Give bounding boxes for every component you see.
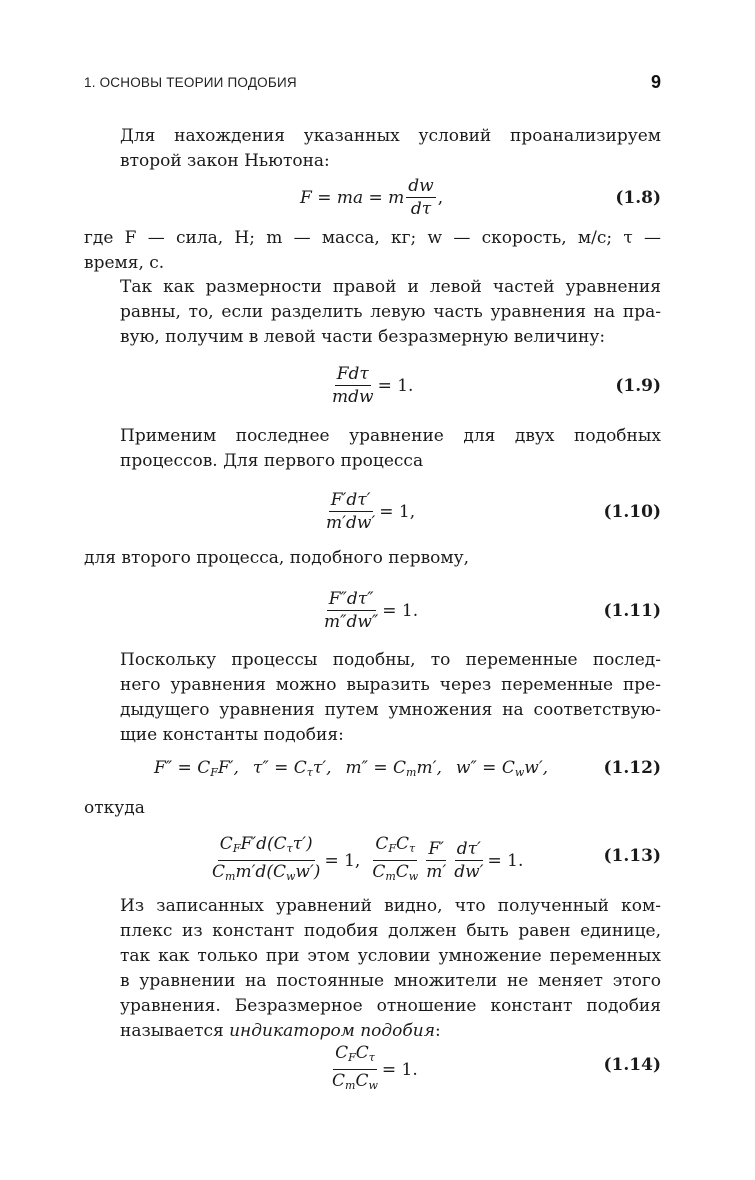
text-line: него уравнения можно выразить через переменные пре-	[120, 675, 661, 695]
eq-term: $m'' = C_mm'$,	[345, 758, 442, 779]
text-line: Поскольку процессы подобны, то переменные послед-	[120, 650, 661, 670]
numerator: $C_FC_\tau$	[333, 1043, 377, 1070]
text-line: щие константы подобия:	[120, 725, 344, 745]
equation-1-11	[84, 589, 661, 637]
text-line: так как только при этом условии умножение переменных	[120, 946, 661, 966]
fraction	[330, 1043, 380, 1096]
paragraph-whence	[84, 796, 661, 821]
eq-tail: = 1.	[382, 600, 419, 621]
paragraph-second-process	[84, 546, 661, 571]
text-line: Так как размерности правой и левой частей уравнения	[120, 277, 661, 297]
eq-term: $w'' = C_ww'$,	[455, 758, 549, 779]
page-number: 9	[650, 72, 661, 92]
denominator: $C_mC_w$	[332, 1071, 378, 1092]
numerator: F″dτ″	[328, 589, 374, 609]
denominator: $C_mC_w$	[372, 862, 419, 883]
denominator: m″dw″	[324, 612, 379, 632]
paragraph-two-processes	[84, 424, 661, 474]
paragraph-similar-processes	[84, 648, 661, 748]
equation-number: (1.11)	[603, 601, 661, 621]
equation-number: (1.13)	[603, 846, 661, 866]
eq-tail: = 1,	[379, 501, 416, 522]
eq-tail: ,	[437, 187, 444, 208]
eq-lhs: F = ma = m	[300, 187, 405, 208]
paragraph-variables	[84, 226, 661, 276]
running-header	[84, 72, 661, 94]
paragraph-newton-intro	[84, 124, 661, 174]
eq-term: $F'' = C_FF'$,	[154, 758, 239, 779]
eq-term: $\tau'' = C_\tau\tau'$,	[252, 758, 332, 779]
text-line: равны, то, если разделить левую часть уравнения на пра-	[120, 302, 661, 322]
fraction	[452, 839, 485, 882]
text-line: для второго процесса, подобного первому,	[84, 548, 470, 568]
eq-equals: = 1,	[324, 850, 361, 871]
text-line: в уравнении на постоянные множители не меняет этого	[120, 971, 661, 991]
emphasized-term: индикатором подобия	[229, 1021, 435, 1041]
equation-number: (1.12)	[603, 758, 661, 778]
text-line: где F — сила, Н; m — масса, кг; w — скорость, м/с; τ —	[84, 228, 661, 248]
text-line: откуда	[84, 798, 145, 818]
numerator: Fdτ	[336, 364, 369, 384]
fraction	[424, 839, 448, 882]
text-line	[84, 1019, 661, 1044]
text-line: Из записанных уравнений видно, что полученный ком-	[120, 896, 661, 916]
text-line: плекс из констант подобия должен быть равен единице,	[120, 921, 661, 941]
equation-1-8	[84, 176, 661, 224]
equation-number: (1.8)	[615, 188, 661, 208]
denominator: m′dw′	[326, 513, 376, 533]
text-fragment: :	[435, 1021, 441, 1041]
denominator: mdw	[332, 387, 374, 407]
fraction	[322, 589, 380, 632]
fraction	[406, 176, 435, 219]
numerator: dw	[408, 176, 434, 196]
eq-tail: = 1.	[377, 375, 414, 396]
text-line: время, с.	[84, 253, 165, 273]
text-line: Применим последнее уравнение для двух подобных	[120, 426, 661, 446]
fraction	[370, 834, 420, 887]
equation-number: (1.14)	[603, 1055, 661, 1075]
text-line: уравнения. Безразмерное отношение констант подобия	[120, 996, 661, 1016]
fraction	[330, 364, 376, 407]
denominator: m′	[426, 862, 447, 882]
equation-1-13	[84, 834, 661, 884]
denominator: $C_mm'd(C_ww')$	[212, 862, 321, 883]
equation-number: (1.9)	[615, 376, 661, 396]
chapter-title: 1. ОСНОВЫ ТЕОРИИ ПОДОБИЯ	[84, 75, 297, 90]
denominator: dτ	[410, 199, 432, 219]
text-line: Для нахождения указанных условий проанализируем	[120, 126, 661, 146]
equation-1-9	[84, 364, 661, 412]
equation-1-12	[84, 758, 661, 784]
equation-1-14	[84, 1043, 661, 1093]
denominator: dw′	[454, 862, 484, 882]
book-page	[84, 0, 661, 1180]
text-line: дыдущего уравнения путем умножения на соответствую-	[120, 700, 661, 720]
text-line: процессов. Для первого процесса	[120, 451, 424, 471]
paragraph-indicator	[84, 894, 661, 1044]
text-line: второй закон Ньютона:	[120, 151, 330, 171]
fraction	[210, 834, 322, 887]
eq-equals: = 1.	[487, 850, 524, 871]
equation-number: (1.10)	[603, 502, 661, 522]
numerator: F′dτ′	[330, 490, 371, 510]
equation-1-10	[84, 490, 661, 538]
numerator: $C_FC_\tau$	[373, 834, 417, 861]
numerator: F′	[428, 839, 445, 859]
eq-equals: = 1.	[381, 1059, 418, 1080]
text-fragment: называется	[120, 1021, 230, 1041]
numerator: $C_FF'd(C_\tau\tau')$	[218, 834, 315, 861]
paragraph-dimensions	[84, 275, 661, 350]
text-line: вую, получим в левой части безразмерную величину:	[120, 327, 606, 347]
numerator: dτ′	[456, 839, 481, 859]
fraction	[324, 490, 377, 533]
